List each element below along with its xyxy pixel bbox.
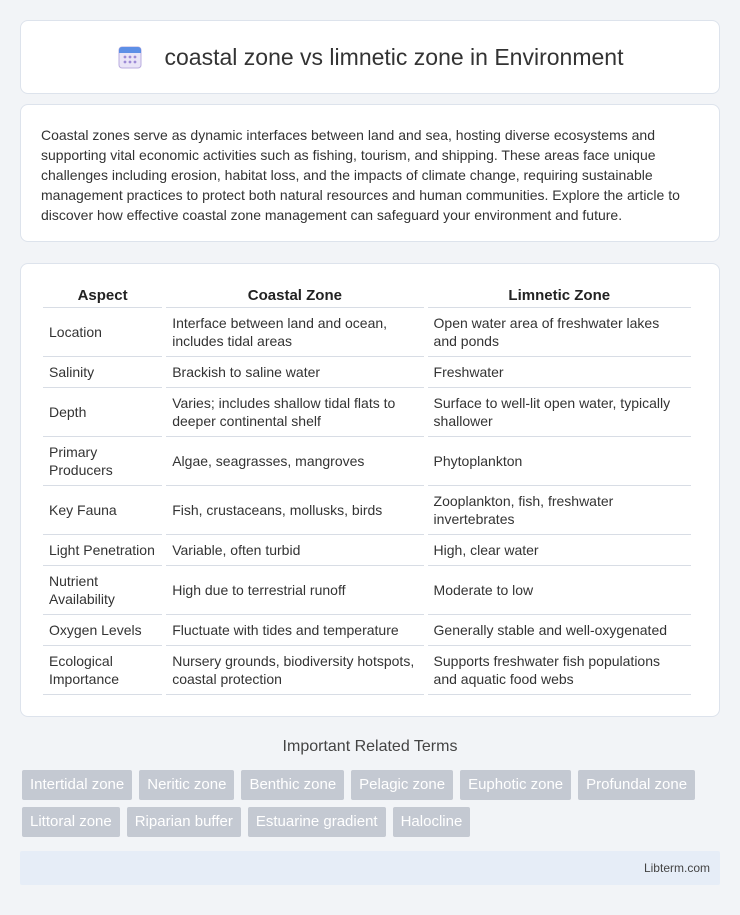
related-terms-title: Important Related Terms xyxy=(282,738,458,755)
row-coastal: High due to terrestrial runoff xyxy=(166,566,423,615)
row-limnetic: Surface to well-lit open water, typically shallower xyxy=(428,388,691,437)
tag-pelagic-zone[interactable]: Pelagic zone xyxy=(351,770,453,800)
table-row xyxy=(43,308,691,357)
row-limnetic: Open water area of freshwater lakes and ponds xyxy=(428,308,691,357)
calendar-icon xyxy=(117,44,143,70)
row-limnetic: High, clear water xyxy=(428,535,691,566)
row-limnetic: Generally stable and well-oxygenated xyxy=(428,615,691,646)
header-coastal-zone: Coastal Zone xyxy=(166,284,423,308)
row-aspect: Depth xyxy=(43,388,162,437)
table-row xyxy=(43,646,691,695)
table-row xyxy=(43,357,691,388)
page-title: coastal zone vs limnetic zone in Environment xyxy=(164,43,624,70)
row-limnetic: Supports freshwater fish populations and aquatic food webs xyxy=(428,646,691,695)
tag-euphotic-zone[interactable]: Euphotic zone xyxy=(460,770,571,800)
row-coastal: Fluctuate with tides and temperature xyxy=(166,615,423,646)
footer xyxy=(20,851,720,885)
table-row xyxy=(43,388,691,437)
row-coastal: Algae, seagrasses, mangroves xyxy=(166,437,423,486)
row-aspect: Ecological Importance xyxy=(43,646,162,695)
tag-estuarine-gradient[interactable]: Estuarine gradient xyxy=(248,807,386,837)
row-aspect: Light Penetration xyxy=(43,535,162,566)
table-row xyxy=(43,486,691,535)
row-limnetic: Phytoplankton xyxy=(428,437,691,486)
table-header-row xyxy=(43,284,691,308)
row-coastal: Nursery grounds, biodiversity hotspots, coastal protection xyxy=(166,646,423,695)
tag-littoral-zone[interactable]: Littoral zone xyxy=(22,807,120,837)
row-aspect: Salinity xyxy=(43,357,162,388)
tag-profundal-zone[interactable]: Profundal zone xyxy=(578,770,695,800)
row-aspect: Nutrient Availability xyxy=(43,566,162,615)
footer-site-link[interactable]: Libterm.com xyxy=(643,861,710,875)
row-aspect: Oxygen Levels xyxy=(43,615,162,646)
tag-halocline[interactable]: Halocline xyxy=(393,807,471,837)
related-terms-list xyxy=(22,770,722,844)
tag-benthic-zone[interactable]: Benthic zone xyxy=(241,770,344,800)
tag-neritic-zone[interactable]: Neritic zone xyxy=(139,770,234,800)
row-coastal: Fish, crustaceans, mollusks, birds xyxy=(166,486,423,535)
row-limnetic: Moderate to low xyxy=(428,566,691,615)
table-row xyxy=(43,437,691,486)
row-coastal: Interface between land and ocean, includes tidal areas xyxy=(166,308,423,357)
header-aspect: Aspect xyxy=(43,284,162,308)
row-aspect: Primary Producers xyxy=(43,437,162,486)
table-row xyxy=(43,566,691,615)
row-coastal: Brackish to saline water xyxy=(166,357,423,388)
row-limnetic: Freshwater xyxy=(428,357,691,388)
table-row xyxy=(43,615,691,646)
row-coastal: Variable, often turbid xyxy=(166,535,423,566)
tag-riparian-buffer[interactable]: Riparian buffer xyxy=(127,807,241,837)
header-limnetic-zone: Limnetic Zone xyxy=(428,284,691,308)
row-limnetic: Zooplankton, fish, freshwater invertebrates xyxy=(428,486,691,535)
intro-card xyxy=(20,104,720,242)
row-coastal: Varies; includes shallow tidal flats to deeper continental shelf xyxy=(166,388,423,437)
row-aspect: Location xyxy=(43,308,162,357)
title-card xyxy=(20,20,720,94)
tag-intertidal-zone[interactable]: Intertidal zone xyxy=(22,770,132,800)
table-row xyxy=(43,535,691,566)
comparison-card xyxy=(20,263,720,717)
comparison-table xyxy=(39,284,695,695)
intro-text: Coastal zones serve as dynamic interfaces between land and sea, hosting diverse ecosystems and supporting vital economic activities such as fishing, tourism, and shipping. These areas face unique challenges including erosion, habitat loss, and the impacts of climate change, requiring sustainable management practices to protect both natural resources and human communities. Explore the article to discover how effective coastal zone management can safeguard your environment and future. xyxy=(41,127,680,223)
row-aspect: Key Fauna xyxy=(43,486,162,535)
